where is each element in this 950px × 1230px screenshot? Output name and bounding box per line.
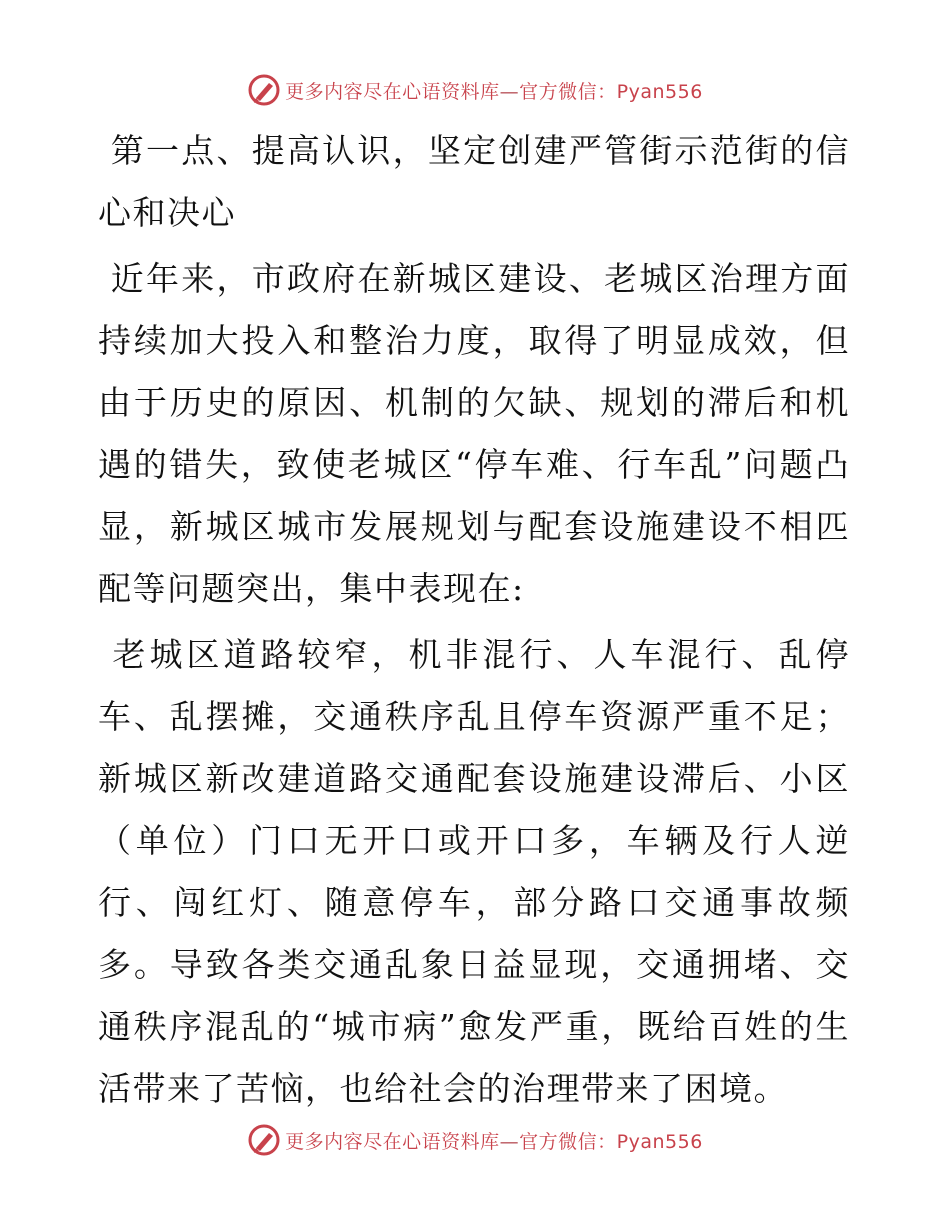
paragraph-2: 老城区道路较窄，机非混行、人车混行、乱停车、乱摆摊，交通秩序乱且停车资源严重不足；新城区新改建道路交通配套设施建设滞后、小区（单位）门口无开口或开口多，车辆及行人逆行、闯红灯、随意停车，部分路口交通事故频多。导致各类交通乱象日益显现，交通拥堵、交通秩序混乱的“城市病”愈发严重，既给百姓的生活带来了苦恼，也给社会的治理带来了困境。 [98,635,850,1108]
document-body [98,120,850,1120]
watermark-separator: — [499,80,520,103]
watermark-separator: — [499,1130,520,1153]
paragraph-1: 近年来，市政府在新城区建设、老城区治理方面持续加大投入和整治力度，取得了明显成效，但由于历史的原因、机制的欠缺、规划的滞后和机遇的错失，致使老城区“停车难、行车乱”问题凸显，新城区城市发展规划与配套设施建设不相匹配等问题突出，集中表现在: [98,259,850,608]
watermark-contact: 官方微信：Pyan556 [519,80,703,103]
watermark-contact: 官方微信：Pyan556 [519,1130,703,1153]
header-watermark [0,70,950,110]
watermark-text: 更多内容尽在心语资料库 [285,80,500,103]
watermark-text: 更多内容尽在心语资料库 [285,1130,500,1153]
footer-watermark [0,1120,950,1160]
pen-logo-icon [247,1123,281,1157]
pen-logo-icon [247,73,281,107]
section-heading: 第一点、提高认识，坚定创建严管街示范街的信心和决心 [98,131,850,232]
